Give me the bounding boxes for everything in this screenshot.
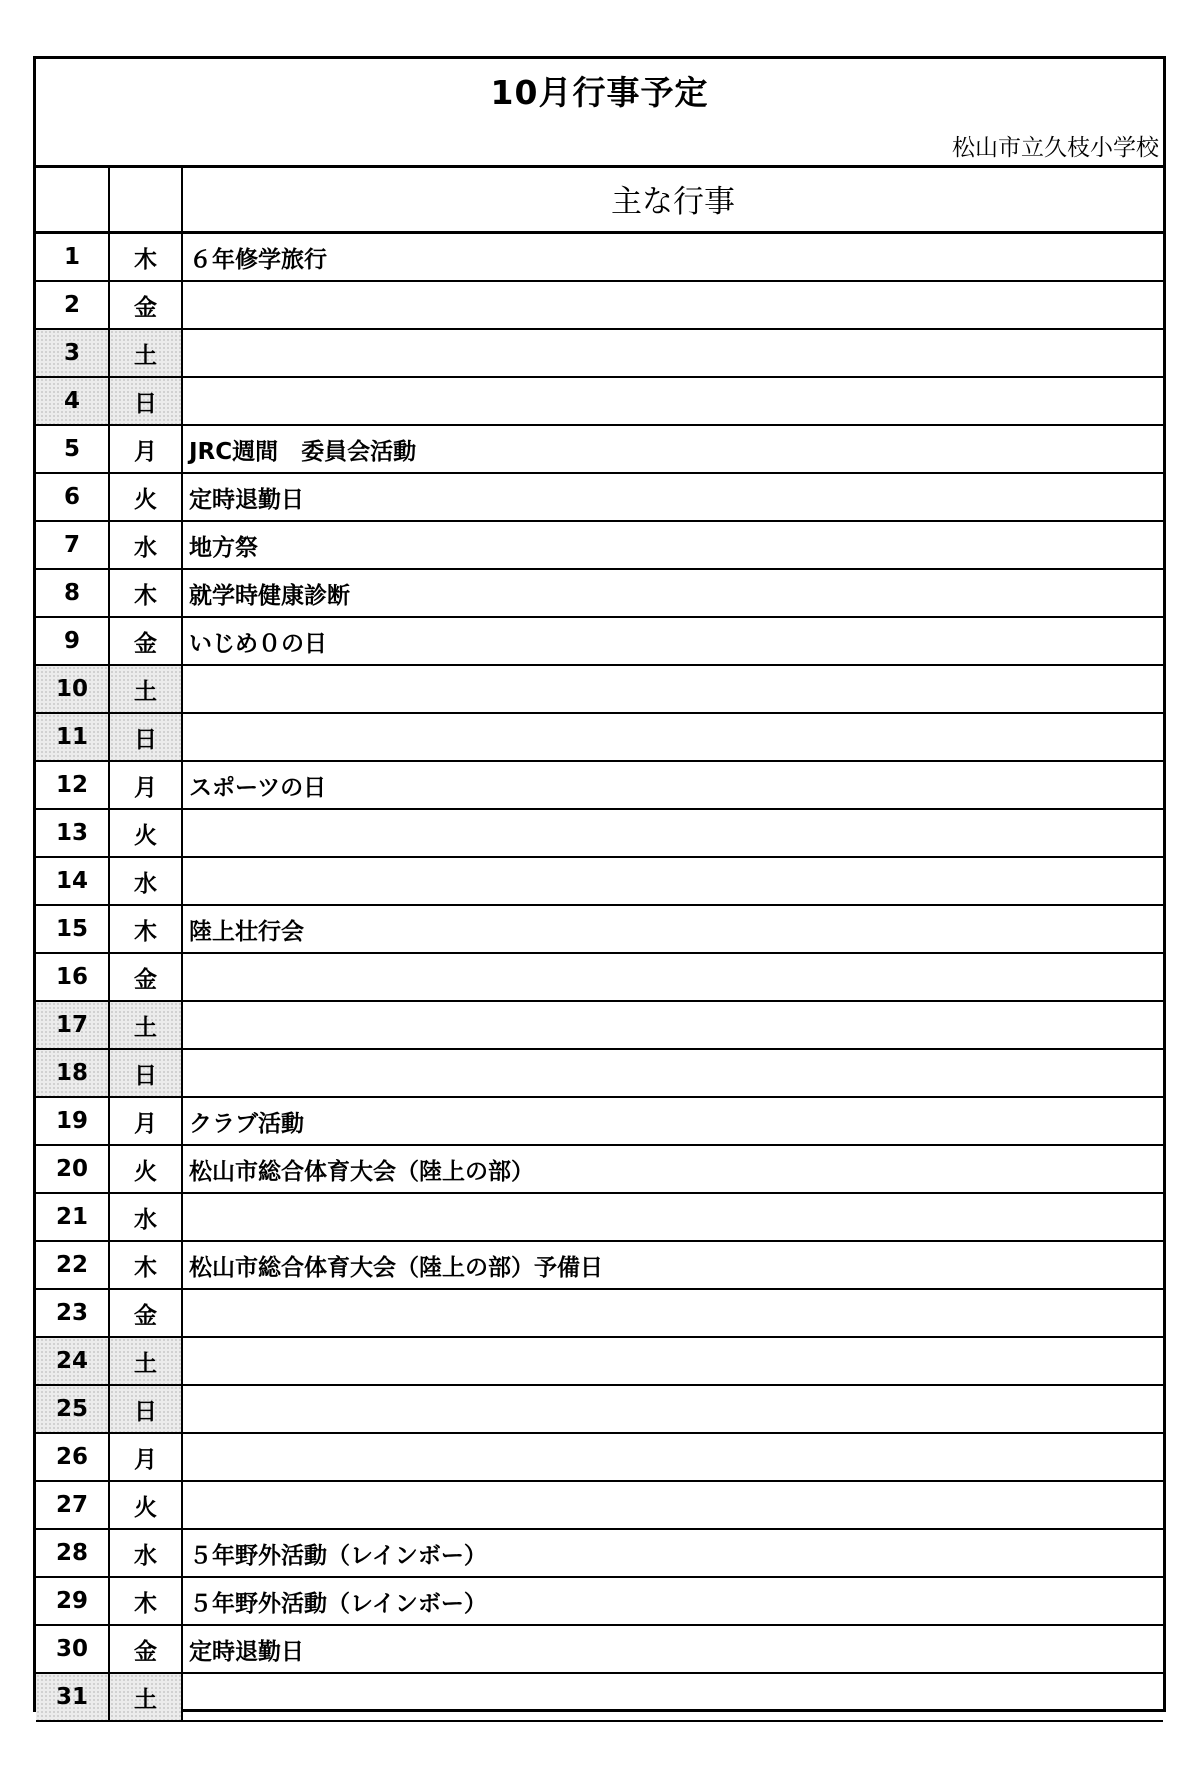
table-row xyxy=(36,1481,1163,1529)
date-cell: 13 xyxy=(36,809,109,857)
date-cell: 15 xyxy=(36,905,109,953)
weekday-cell: 火 xyxy=(109,1481,182,1529)
event-cell: 定時退勤日 xyxy=(182,1625,1163,1673)
date-cell: 8 xyxy=(36,569,109,617)
event-cell xyxy=(182,1433,1163,1481)
weekday-cell: 月 xyxy=(109,425,182,473)
date-cell: 20 xyxy=(36,1145,109,1193)
date-cell: 24 xyxy=(36,1337,109,1385)
weekday-cell: 土 xyxy=(109,665,182,713)
date-cell: 6 xyxy=(36,473,109,521)
date-cell: 25 xyxy=(36,1385,109,1433)
table-row xyxy=(36,953,1163,1001)
weekday-cell: 水 xyxy=(109,521,182,569)
date-cell: 1 xyxy=(36,233,109,282)
date-cell: 3 xyxy=(36,329,109,377)
weekday-cell: 日 xyxy=(109,713,182,761)
table-row xyxy=(36,1385,1163,1433)
date-cell: 2 xyxy=(36,281,109,329)
event-cell xyxy=(182,857,1163,905)
table-row xyxy=(36,1049,1163,1097)
event-cell xyxy=(182,1001,1163,1049)
table-row xyxy=(36,569,1163,617)
weekday-cell: 木 xyxy=(109,905,182,953)
weekday-cell: 木 xyxy=(109,569,182,617)
date-cell: 23 xyxy=(36,1289,109,1337)
date-cell: 5 xyxy=(36,425,109,473)
weekday-cell: 木 xyxy=(109,233,182,282)
table-row xyxy=(36,425,1163,473)
event-cell: クラブ活動 xyxy=(182,1097,1163,1145)
table-row xyxy=(36,1337,1163,1385)
event-cell xyxy=(182,953,1163,1001)
event-cell: 松山市総合体育大会（陸上の部）予備日 xyxy=(182,1241,1163,1289)
schedule-table xyxy=(36,165,1163,1722)
date-cell: 29 xyxy=(36,1577,109,1625)
table-row xyxy=(36,809,1163,857)
event-cell xyxy=(182,1337,1163,1385)
table-row xyxy=(36,1289,1163,1337)
table-row xyxy=(36,665,1163,713)
header-weekday xyxy=(109,165,182,233)
table-row xyxy=(36,713,1163,761)
weekday-cell: 月 xyxy=(109,1433,182,1481)
page-title: 10月行事予定 xyxy=(490,73,709,112)
weekday-cell: 土 xyxy=(109,1001,182,1049)
event-cell xyxy=(182,329,1163,377)
weekday-cell: 水 xyxy=(109,1193,182,1241)
table-row xyxy=(36,1145,1163,1193)
table-row xyxy=(36,1433,1163,1481)
event-cell: 松山市総合体育大会（陸上の部） xyxy=(182,1145,1163,1193)
date-cell: 31 xyxy=(36,1673,109,1721)
event-cell xyxy=(182,1049,1163,1097)
weekday-cell: 木 xyxy=(109,1577,182,1625)
date-cell: 26 xyxy=(36,1433,109,1481)
event-cell: ５年野外活動（レインボー） xyxy=(182,1577,1163,1625)
table-row xyxy=(36,1673,1163,1721)
weekday-cell: 金 xyxy=(109,953,182,1001)
weekday-cell: 水 xyxy=(109,1529,182,1577)
date-cell: 27 xyxy=(36,1481,109,1529)
event-cell: JRC週間 委員会活動 xyxy=(182,425,1163,473)
table-row xyxy=(36,905,1163,953)
event-cell xyxy=(182,377,1163,425)
event-cell: ５年野外活動（レインボー） xyxy=(182,1529,1163,1577)
header-date xyxy=(36,165,109,233)
event-cell: ６年修学旅行 xyxy=(182,233,1163,282)
table-row xyxy=(36,329,1163,377)
event-cell xyxy=(182,1289,1163,1337)
table-row xyxy=(36,617,1163,665)
weekday-cell: 日 xyxy=(109,377,182,425)
date-cell: 7 xyxy=(36,521,109,569)
date-cell: 10 xyxy=(36,665,109,713)
weekday-cell: 土 xyxy=(109,1337,182,1385)
header-event: 主な行事 xyxy=(182,165,1163,233)
date-cell: 17 xyxy=(36,1001,109,1049)
date-cell: 21 xyxy=(36,1193,109,1241)
event-cell: スポーツの日 xyxy=(182,761,1163,809)
table-row xyxy=(36,1001,1163,1049)
date-cell: 12 xyxy=(36,761,109,809)
weekday-cell: 月 xyxy=(109,761,182,809)
date-cell: 4 xyxy=(36,377,109,425)
weekday-cell: 土 xyxy=(109,1673,182,1721)
event-cell: 定時退勤日 xyxy=(182,473,1163,521)
weekday-cell: 木 xyxy=(109,1241,182,1289)
date-cell: 11 xyxy=(36,713,109,761)
table-header-row xyxy=(36,165,1163,233)
table-row xyxy=(36,857,1163,905)
table-row xyxy=(36,1529,1163,1577)
weekday-cell: 火 xyxy=(109,809,182,857)
table-row xyxy=(36,1625,1163,1673)
event-cell xyxy=(182,281,1163,329)
date-cell: 19 xyxy=(36,1097,109,1145)
table-row xyxy=(36,281,1163,329)
date-cell: 9 xyxy=(36,617,109,665)
event-cell: 地方祭 xyxy=(182,521,1163,569)
weekday-cell: 火 xyxy=(109,473,182,521)
event-cell: 就学時健康診断 xyxy=(182,569,1163,617)
date-cell: 14 xyxy=(36,857,109,905)
table-row xyxy=(36,761,1163,809)
school-name: 松山市立久枝小学校 xyxy=(952,135,1159,161)
event-cell xyxy=(182,665,1163,713)
table-row xyxy=(36,521,1163,569)
table-row xyxy=(36,473,1163,521)
table-row xyxy=(36,1193,1163,1241)
weekday-cell: 火 xyxy=(109,1145,182,1193)
table-row xyxy=(36,377,1163,425)
date-cell: 18 xyxy=(36,1049,109,1097)
table-row xyxy=(36,233,1163,282)
weekday-cell: 金 xyxy=(109,1289,182,1337)
event-cell: いじめ０の日 xyxy=(182,617,1163,665)
weekday-cell: 日 xyxy=(109,1049,182,1097)
title-block xyxy=(36,59,1163,168)
event-cell xyxy=(182,1673,1163,1721)
event-cell xyxy=(182,809,1163,857)
event-cell xyxy=(182,1385,1163,1433)
weekday-cell: 金 xyxy=(109,617,182,665)
weekday-cell: 金 xyxy=(109,1625,182,1673)
weekday-cell: 日 xyxy=(109,1385,182,1433)
event-cell: 陸上壮行会 xyxy=(182,905,1163,953)
date-cell: 28 xyxy=(36,1529,109,1577)
table-body xyxy=(36,165,1163,1721)
weekday-cell: 金 xyxy=(109,281,182,329)
schedule-sheet xyxy=(33,56,1166,1712)
date-cell: 30 xyxy=(36,1625,109,1673)
date-cell: 22 xyxy=(36,1241,109,1289)
event-cell xyxy=(182,1481,1163,1529)
date-cell: 16 xyxy=(36,953,109,1001)
table-row xyxy=(36,1097,1163,1145)
weekday-cell: 水 xyxy=(109,857,182,905)
event-cell xyxy=(182,1193,1163,1241)
event-cell xyxy=(182,713,1163,761)
weekday-cell: 月 xyxy=(109,1097,182,1145)
table-row xyxy=(36,1241,1163,1289)
table-row xyxy=(36,1577,1163,1625)
weekday-cell: 土 xyxy=(109,329,182,377)
